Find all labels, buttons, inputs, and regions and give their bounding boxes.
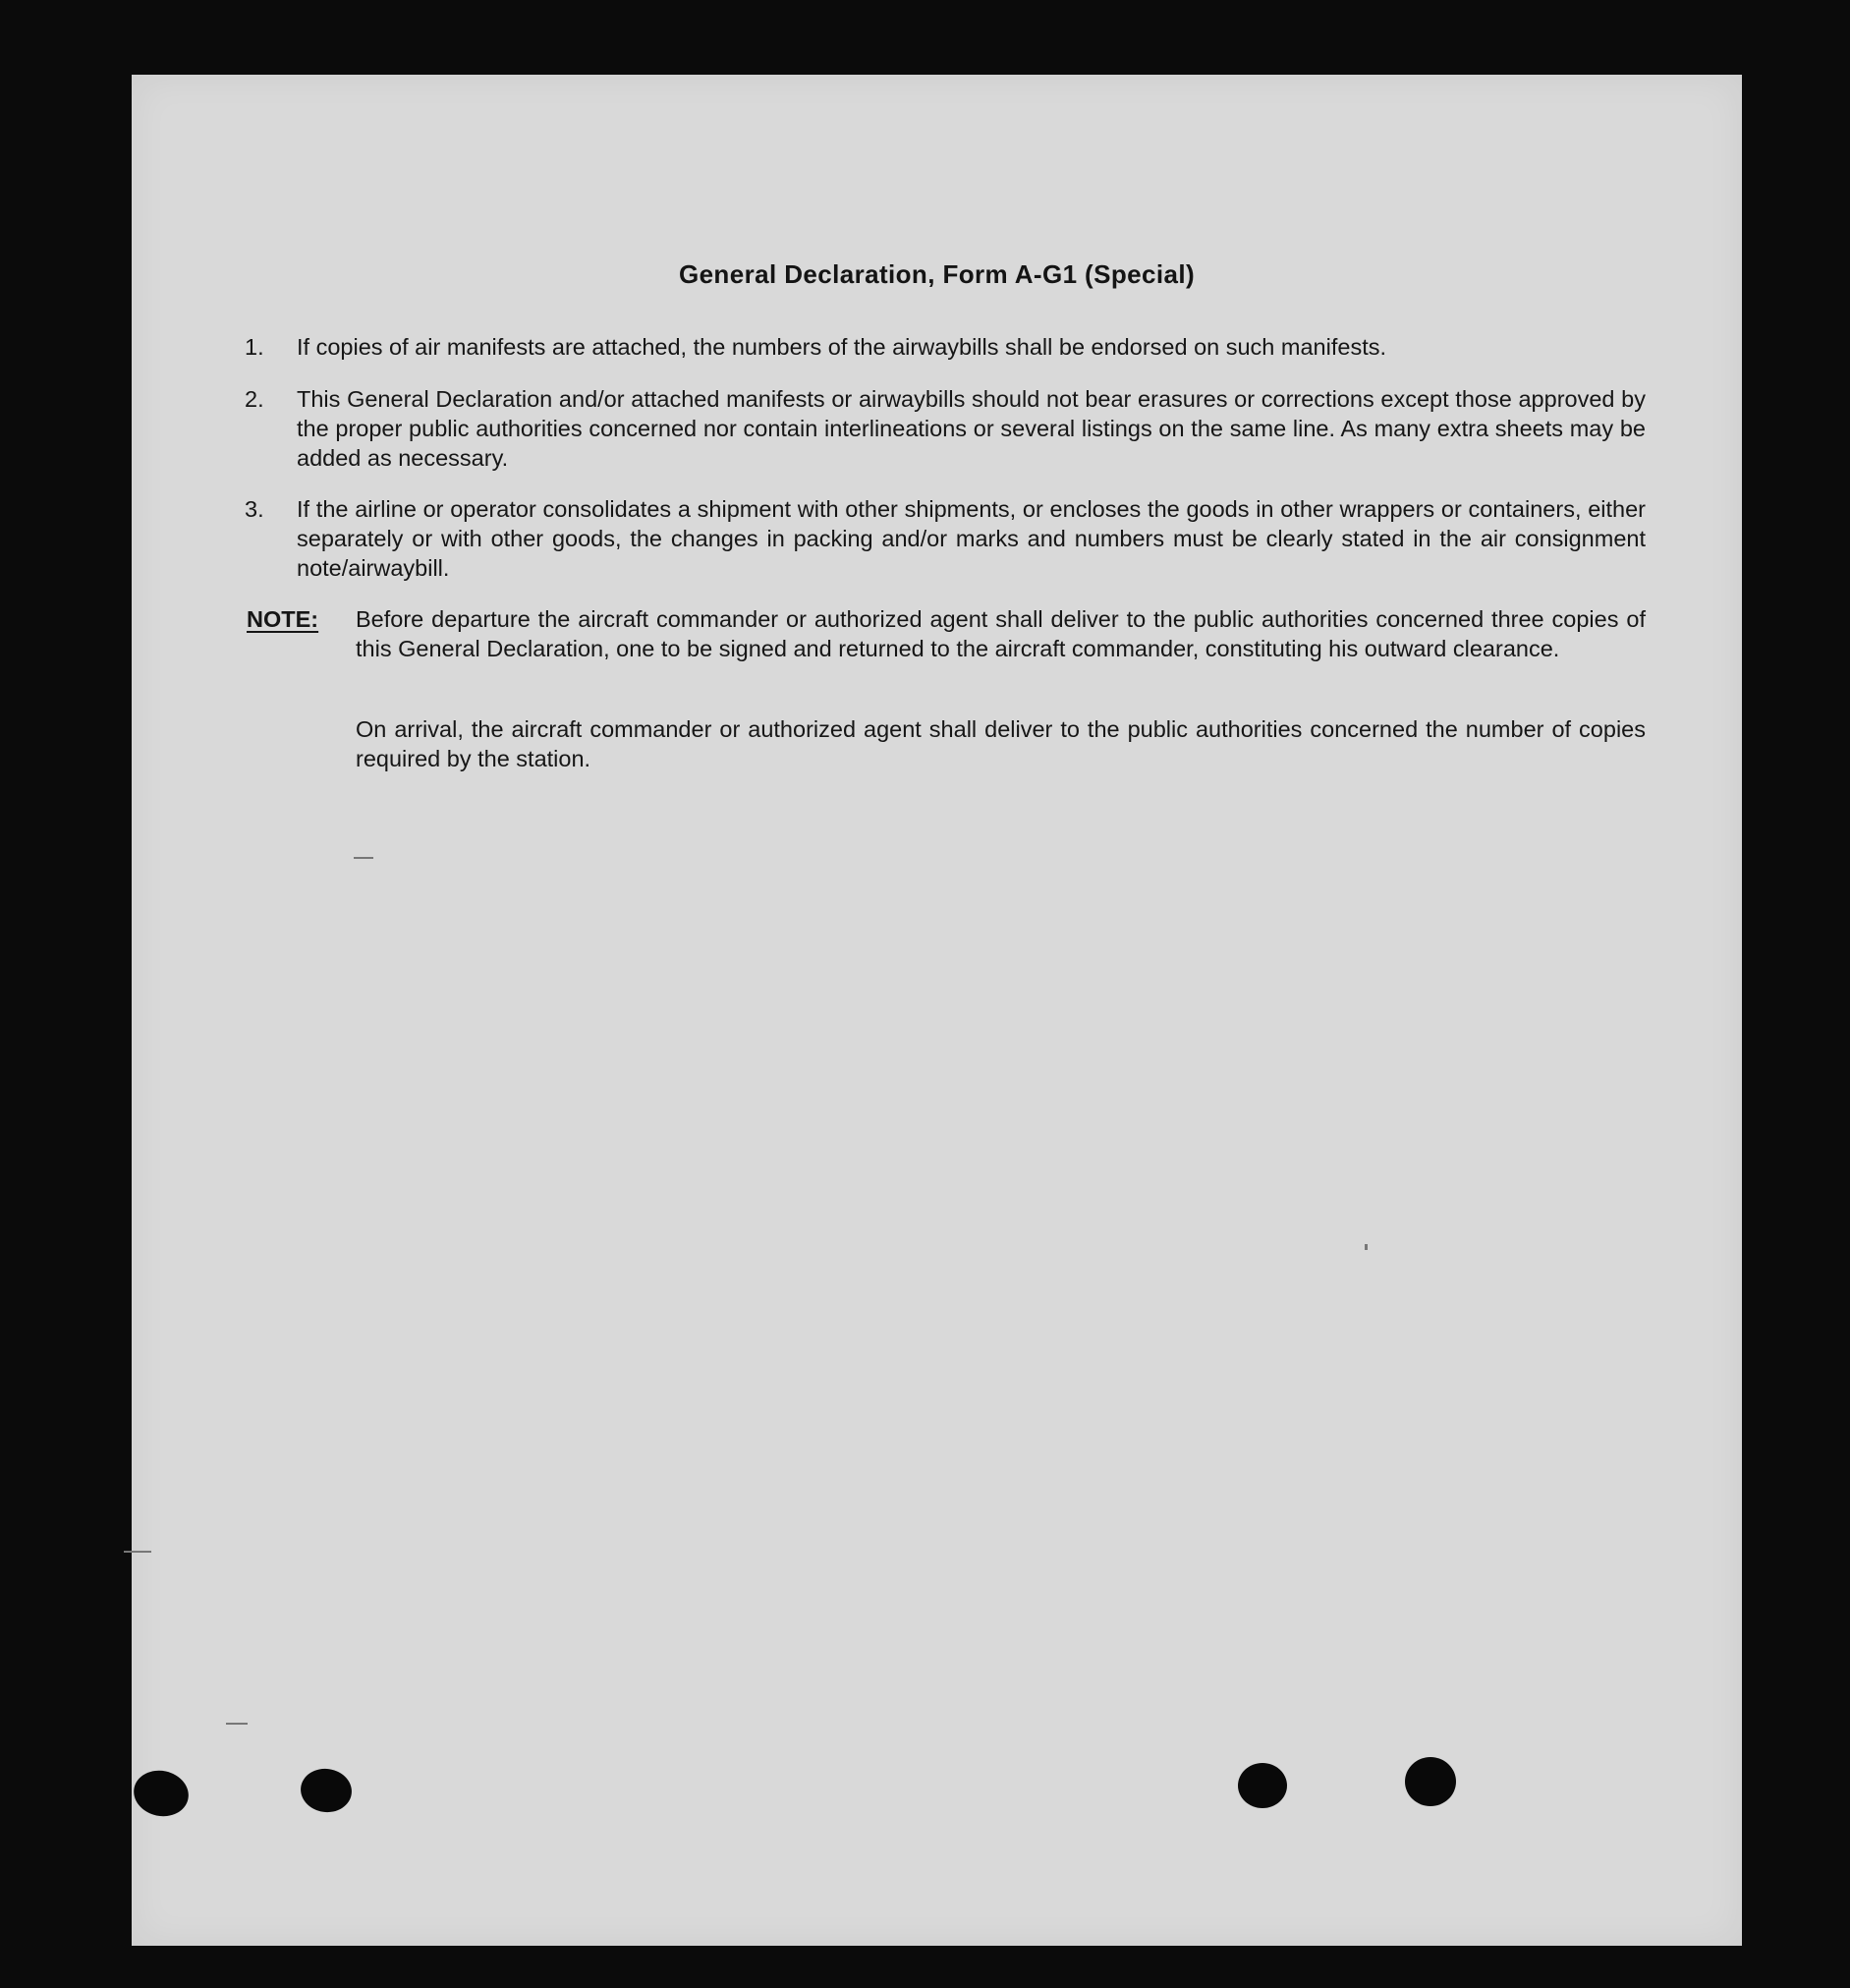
punch-hole <box>1238 1763 1287 1808</box>
document-title: General Declaration, Form A-G1 (Special) <box>678 259 1196 289</box>
item-text: If the airline or operator consolidates a shipment with other shipments, or encloses the goods in other wrappers or containers, either separately or with other goods, the changes in packing and/or marks and numbers must be clearly stated in the air consignment note/airwaybill. <box>297 496 1646 581</box>
scan-mark <box>124 1551 151 1553</box>
item-text: This General Declaration and/or attached manifests or airwaybills should not bear erasures or corrections except those approved by the proper public authorities concerned nor contain interlineations or several listings on the same line. As many extra sheets may be added as necessary. <box>297 386 1646 471</box>
scan-mark <box>354 857 373 859</box>
scan-mark <box>226 1723 248 1725</box>
item-number: 3. <box>245 496 264 522</box>
item-number: 2. <box>245 386 264 412</box>
punch-hole <box>1405 1757 1456 1806</box>
note-paragraph-departure: Before departure the aircraft commander or authorized agent shall deliver to the public authorities concerned three copies of this General Declaration, one to be signed and returned to the aircraft commander, constituting his outward clearance. <box>356 606 1646 661</box>
note-label: NOTE: <box>247 606 319 632</box>
note-paragraph-arrival: On arrival, the aircraft commander or authorized agent shall deliver to the public authorities concerned the number of copies required by the station. <box>356 716 1646 771</box>
scan-mark <box>1365 1244 1368 1250</box>
document-page <box>132 75 1742 1946</box>
item-text: If copies of air manifests are attached, the numbers of the airwaybills shall be endorsed on such manifests. <box>297 334 1386 360</box>
item-number: 1. <box>245 334 264 360</box>
